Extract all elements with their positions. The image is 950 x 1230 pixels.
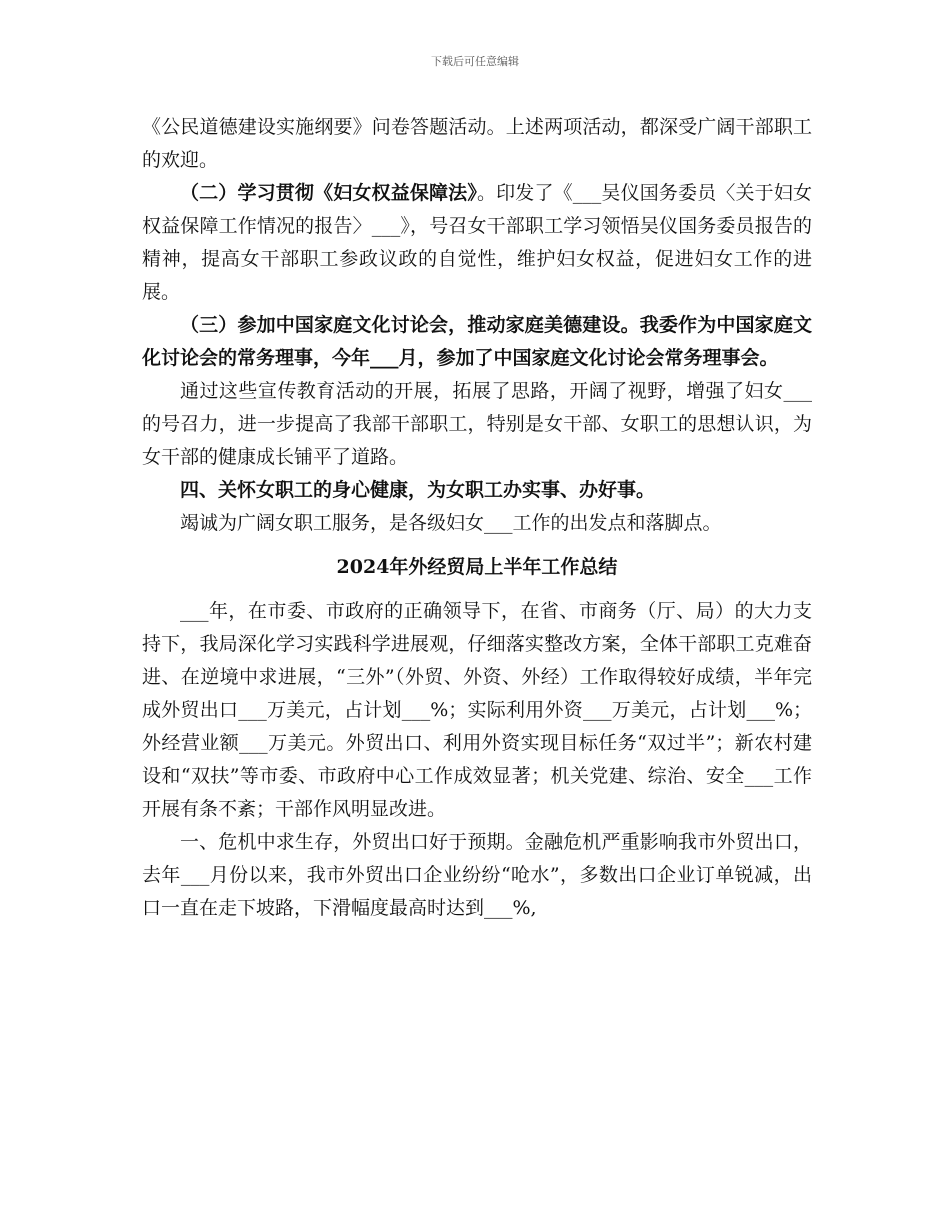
paragraph: 四、关怀女职工的身心健康，为女职工办实事、办好事。 [180,479,656,501]
paragraph: 竭诚为广阔女职工服务，是各级妇女___工作的出发点和落脚点。 [180,512,722,534]
section-title: 2024年外经贸局上半年工作总结 [336,556,618,578]
paragraph: （三）参加中国家庭文化讨论会，推动家庭美德建设。我委作为中国家庭文化讨论会的常务理事，今年___月，参加了中国家庭文化讨论会常务理事会。 [142,314,812,369]
paragraph: ___年，在市委、市政府的正确领导下，在省、市商务（厅、局）的大力支持下，我局深化学习实践科学进展观，仔细落实整改方案，全体干部职工克难奋进、在逆境中求进展，“三外”（外贸、外资、外经）工作取得较好成绩，半年完成外贸出口___万美元，占计划___%；实际利用外资___万美元，占计划___%；外经营业额___万美元。外贸出口、利用外资实现目标任务“双过半”；新农村建设和“双扶”等市委、市政府中心工作成效显著；机关党建、综治、安全___工作开展有条不紊；干部作风明显改进。 [142,600,812,820]
paragraph [142,177,812,309]
page-header: 下载后可任意编辑 [431,55,519,68]
paragraph: 《公民道德建设实施纲要》问卷答题活动。上述两项活动，都深受广阔干部职工的欢迎。 [142,116,812,171]
paragraph-text: 。印发了《___吴仪国务委员〈关于妇女权益保障工作情况的报告〉___》，号召女干部职工学习领悟吴仪国务委员报告的精神，提高女干部职工参政议政的自觉性，维护妇女权益，促进妇女工作的进展。 [142,182,812,303]
document-body [142,111,812,925]
paragraph: 通过这些宣传教育活动的开展，拓展了思路，开阔了视野，增强了妇女___的号召力，进一步提高了我部干部职工，特别是女干部、女职工的思想认识，为女干部的健康成长铺平了道路。 [142,380,812,468]
paragraph-heading: （二）学习贯彻《妇女权益保障法》 [180,182,477,204]
paragraph: 一、危机中求生存，外贸出口好于预期。金融危机严重影响我市外贸出口，去年___月份以来，我市外贸出口企业纷纷“呛水”，多数出口企业订单锐减，出口一直在走下坡路，下滑幅度最高时达到___%, [142,831,812,919]
